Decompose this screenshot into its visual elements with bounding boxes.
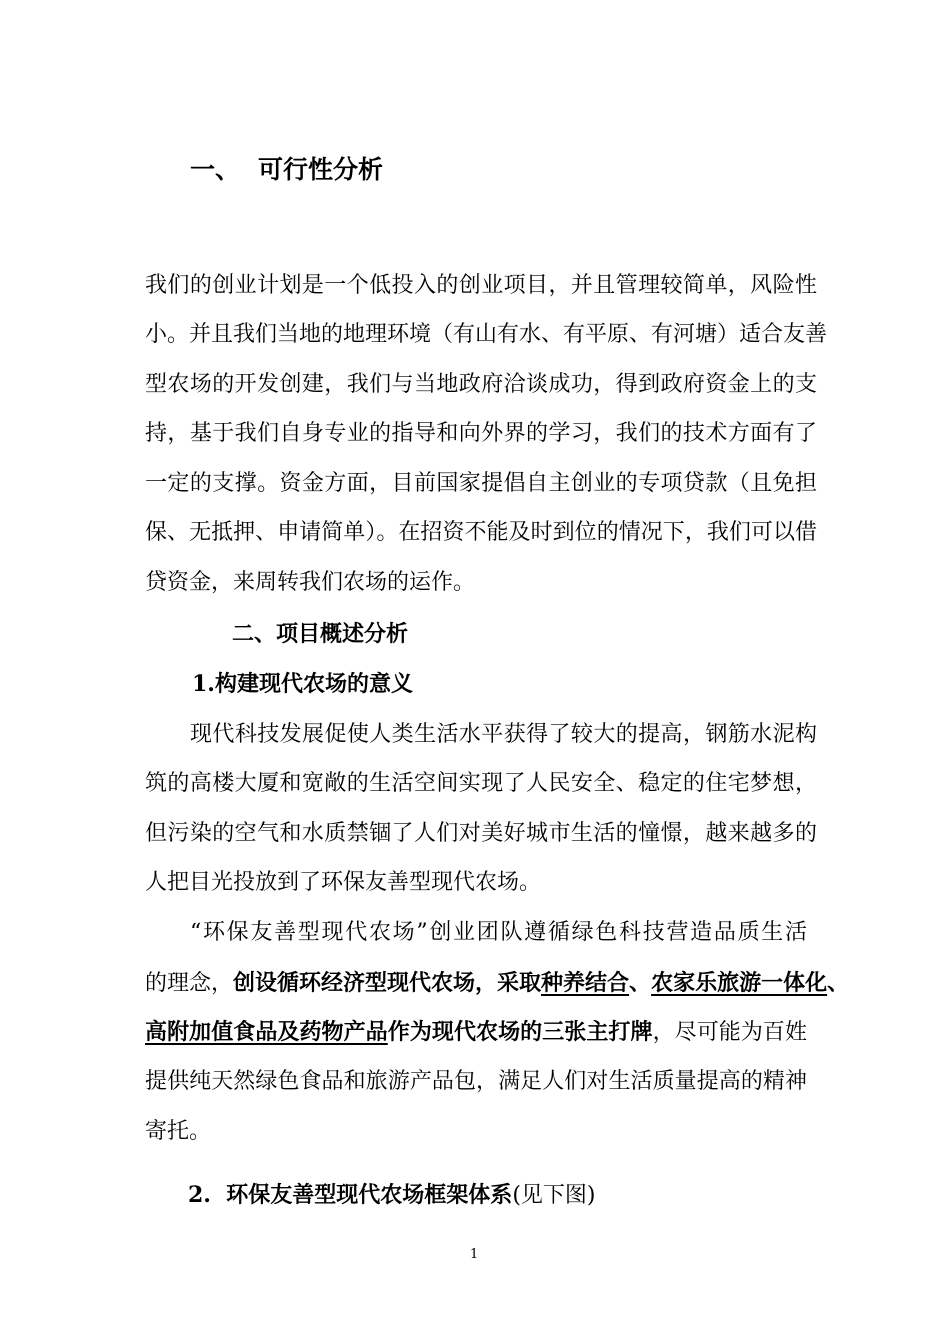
text-line: 小。并且我们当地的地理环境（有山有水、有平原、有河塘）适合友善 [145,322,828,347]
text-line: 但污染的空气和水质禁锢了人们对美好城市生活的憧憬，越来越多的 [145,821,817,846]
page-number: 1 [470,1247,479,1262]
text-line [145,1017,807,1048]
underlined-text: 高附加值食品及药物产品 [145,1019,388,1045]
subsection-number: 2. [188,1182,211,1208]
underlined-text: 种养结合 [541,970,630,996]
text-line: 人把目光投放到了环保友善型现代农场。 [145,870,542,895]
text-segment: 的理念， [145,971,234,996]
subsection-heading-framework [188,1180,595,1211]
heading-title: 可行性分析 [258,155,384,184]
text-line: 提供纯天然绿色食品和旅游产品包，满足人们对生活质量提高的精神 [145,1069,807,1094]
text-line: 筑的高楼大厦和宽敞的生活空间实现了人民安全、稳定的住宅梦想， [145,771,817,796]
text-line: 贷资金，来周转我们农场的运作。 [145,570,476,595]
underlined-text: 农家乐旅游一体化 [651,970,828,996]
text-line: 我们的创业计划是一个低投入的创业项目，并且管理较简单，风险性 [145,273,817,298]
text-line: “环保友善型现代农场”创业团队遵循绿色科技营造品质生活 [190,920,807,945]
bold-text: 、 [827,970,850,996]
text-line: 持，基于我们自身专业的指导和向外界的学习，我们的技术方面有了 [145,421,817,446]
bold-text: 作为现代农场的三张主打牌 [387,1019,653,1045]
text-segment: ，尽可能为百姓 [652,1020,807,1045]
text-line [145,968,850,999]
text-line: 型农场的开发创建，我们与当地政府洽谈成功，得到政府资金上的支 [145,372,817,397]
bold-text: 、 [629,970,652,996]
text-line: 一定的支撑。资金方面，目前国家提倡自主创业的专项贷款（且免担 [145,471,817,496]
text-line: 保、无抵押、申请简单）。在招资不能及时到位的情况下，我们可以借 [145,520,817,545]
subsection-title: 环保友善型现代农场框架体系 [226,1182,513,1208]
text-line: 寄托。 [145,1119,212,1144]
subsection-note: (见下图) [512,1183,596,1208]
subsection-heading: 1.构建现代农场的意义 [192,671,413,697]
heading-number: 一、 [190,155,241,184]
section-heading: 二、项目概述分析 [232,621,409,647]
text-line: 现代科技发展促使人类生活水平获得了较大的提高，钢筋水泥构 [190,722,817,747]
bold-text: 创设循环经济型现代农场，采取 [233,970,542,996]
